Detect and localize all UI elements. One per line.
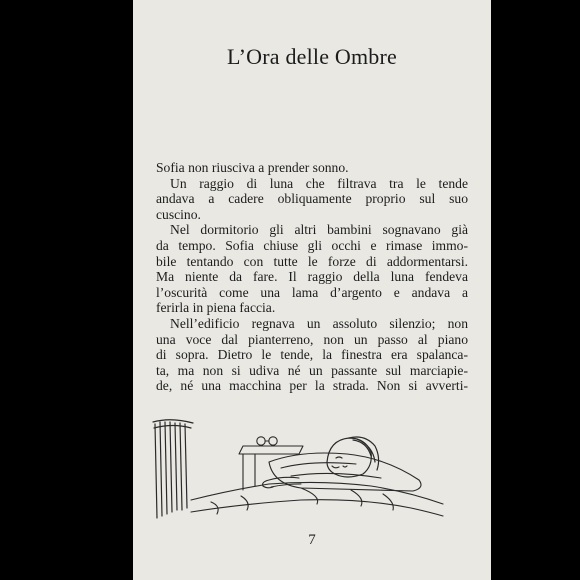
blanket xyxy=(191,482,443,516)
illustration-girl-in-bed xyxy=(151,392,451,520)
chapter-title: L’Ora delle Ombre xyxy=(227,44,397,69)
text-line: andava a cadere obliquamente proprio sul suo xyxy=(156,191,468,207)
text-line: Un raggio di luna che filtrava tra le tende xyxy=(170,175,468,191)
glasses-icon xyxy=(257,437,265,445)
text-line: cuscino. xyxy=(156,206,201,222)
bedside-table xyxy=(239,437,303,490)
text-line: una voce dal pianterreno, non un passo al piano xyxy=(156,331,468,347)
page-number: 7 xyxy=(308,532,316,548)
text-line: da tempo. Sofia chiuse gli occhi e rimase immo- xyxy=(156,237,468,253)
text-line: di sopra. Dietro le tende, la finestra era spalanca- xyxy=(156,347,468,363)
text-line: bile tentando con tutte le forze di addormentarsi. xyxy=(156,253,468,269)
text-line: Nell’edificio regnava un assoluto silenzio; non xyxy=(170,315,468,331)
text-line: de, né una macchina per la strada. Non si avverti- xyxy=(156,378,468,394)
text-line: Ma niente da fare. Il raggio della luna fendeva xyxy=(156,269,468,285)
book-page xyxy=(133,0,491,580)
bed-headboard xyxy=(153,420,193,518)
body-text xyxy=(156,160,468,394)
text-line: ferirla in piena faccia. xyxy=(156,300,276,316)
text-line: Nel dormitorio gli altri bambini sognavano già xyxy=(170,222,468,238)
text-line: ta, ma non si udiva né un passante sul marciapie- xyxy=(156,362,468,378)
pillow xyxy=(269,453,421,491)
text-line: l’oscurità come una lama d’argento e andava a xyxy=(156,284,468,300)
girl-head xyxy=(327,437,379,477)
text-line: Sofia non riusciva a prender sonno. xyxy=(156,160,349,175)
